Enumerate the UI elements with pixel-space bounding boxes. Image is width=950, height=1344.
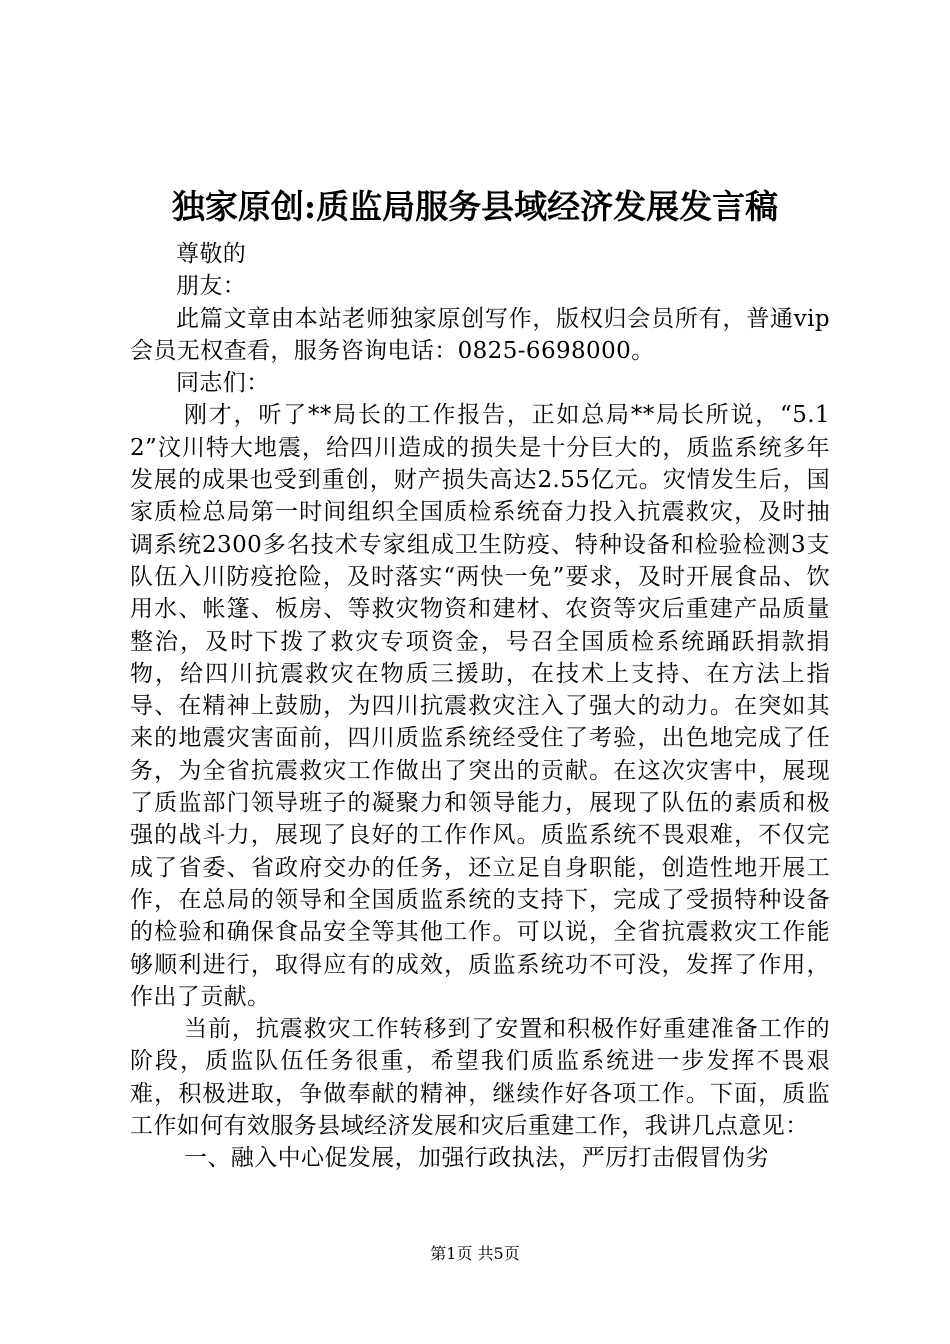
document-title: 独家原创:质监局服务县域经济发展发言稿 <box>171 187 779 226</box>
document-body <box>130 238 830 1175</box>
page-number-footer: 第1页 共5页 <box>430 1244 520 1263</box>
copyright-notice: 此篇文章由本站老师独家原创写作，版权归会员所有，普通vip会员无权查看，服务咨询电话：0825-6698000。 <box>130 305 830 364</box>
salutation-line-2: 朋友： <box>176 273 247 300</box>
salutation-line-1: 尊敬的 <box>176 241 247 267</box>
paragraph-1: 刚才，听了**局长的工作报告，正如总局**局长所说，“5.12”汶川特大地震，给四川造成的损失是十分巨大的，质监系统多年发展的成果也受到重创，财产损失高达2.55亿元。灾情发生后，国家质检总局第一时间组织全国质检系统奋力投入抗震救灾，及时抽调系统2300多名技术专家组成卫生防疫、特种设备和检验检测3支队伍入川防疫抢险，及时落实“两快一免”要求，及时开展食品、饮用水、帐篷、板房、等救灾物资和建材、农资等灾后重建产品质量整治，及时下拨了救灾专项资金，号召全国质检系统踊跃捐款捐物，给四川抗震救灾在物质三援助，在技术上支持、在方法上指导、在精神上鼓励，为四川抗震救灾注入了强大的动力。在突如其来的地震灾害面前，四川质监系统经受住了考验，出色地完成了任务，为全省抗震救灾工作做出了突出的贡献。在这次灾害中，展现了质监部门领导班子的凝聚力和领导能力，展现了队伍的素质和极强的战斗力，展现了良好的工作作风。质监系统不畏艰难，不仅完成了省委、省政府交办的任务，还立足自身职能，创造性地开展工作，在总局的领导和全国质监系统的支持下，完成了受损特种设备的检验和确保食品安全等其他工作。可以说，全省抗震救灾工作能够顺利进行，取得应有的成效，质监系统功不可没，发挥了作用，作出了贡献。 <box>130 402 830 1010</box>
paragraph-3: 一、融入中心促发展，加强行政执法，严厉打击假冒伪劣 <box>184 1145 769 1172</box>
paragraph-2: 当前，抗震救灾工作转移到了安置和积极作好重建准备工作的阶段，质监队伍任务很重，希望我们质监系统进一步发挥不畏艰难，积极进取，争做奉献的精神，继续作好各项工作。下面，质监工作如何有效服务县域经济发展和灾后重建工作，我讲几点意见： <box>130 1016 830 1140</box>
greeting: 同志们： <box>176 370 270 397</box>
